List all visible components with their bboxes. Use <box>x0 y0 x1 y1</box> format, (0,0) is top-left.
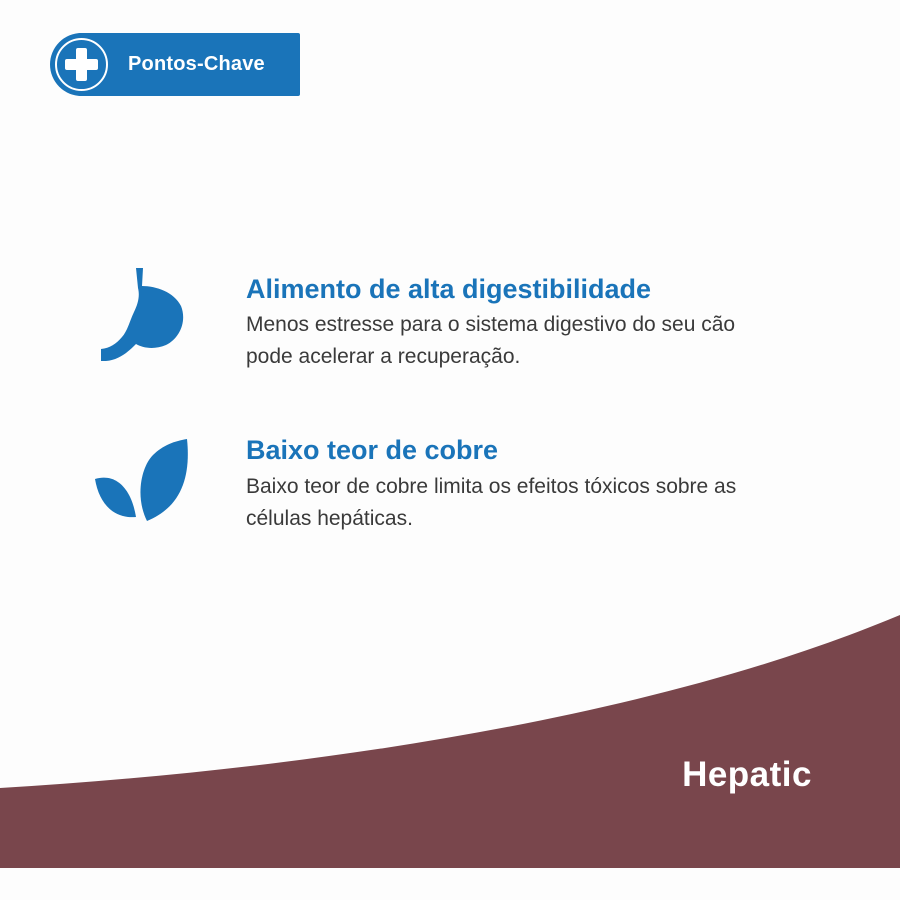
stomach-icon <box>96 266 188 362</box>
feature-description: Menos estresse para o sistema digestivo do seu cão pode acelerar a recuperação. <box>246 313 736 368</box>
leaf-icon <box>93 437 191 523</box>
feature-title: Alimento de alta digestibilidade <box>246 274 652 304</box>
plus-icon <box>50 33 113 96</box>
key-points-badge <box>50 33 300 96</box>
badge-label: Pontos-Chave <box>128 53 265 75</box>
feature-description: Baixo teor de cobre limita os efeitos tóxicos sobre as células hepáticas. <box>246 475 737 530</box>
feature-title: Baixo teor de cobre <box>246 435 499 465</box>
brand-name: Hepatic <box>682 755 812 794</box>
